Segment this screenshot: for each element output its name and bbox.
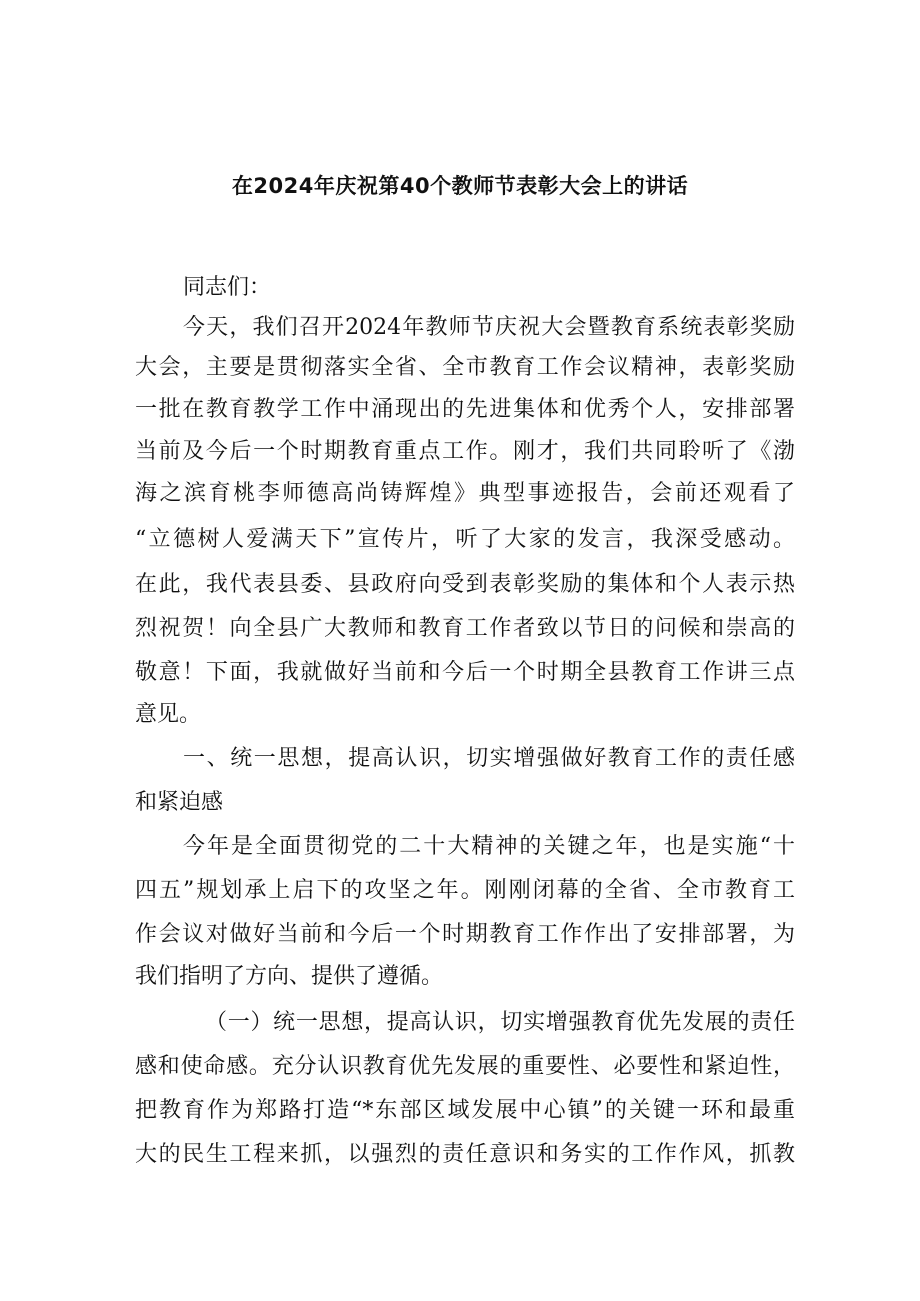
paragraph-line: 海之滨育桃李师德高尚铸辉煌》典型事迹报告，会前还观看了 xyxy=(135,481,795,506)
paragraph-line: 大的民生工程来抓，以强烈的责任意识和务实的工作作风，抓教 xyxy=(135,1142,795,1167)
paragraph-line: 一批在教育教学工作中涌现出的先进集体和优秀个人，安排部署 xyxy=(135,397,795,422)
paragraph-line: 感和使命感。充分认识教育优先发展的重要性、必要性和紧迫性， xyxy=(135,1054,795,1079)
paragraph-line: （一）统一思想，提高认识，切实增强教育优先发展的责任 xyxy=(205,1010,795,1035)
paragraph-line: 意见。 xyxy=(135,702,202,727)
paragraph-line: 大会，主要是贯彻落实全省、全市教育工作会议精神，表彰奖励 xyxy=(135,355,795,380)
paragraph-line: 我们指明了方向、提供了遵循。 xyxy=(135,964,444,989)
greeting: 同志们： xyxy=(183,275,272,300)
paragraph-line: 作会议对做好当前和今后一个时期教育工作作出了安排部署，为 xyxy=(135,922,795,947)
paragraph-line: 今天，我们召开2024年教师节庆祝大会暨教育系统表彰奖励 xyxy=(183,315,795,340)
paragraph-line: 当前及今后一个时期教育重点工作。刚才，我们共同聆听了《渤 xyxy=(135,439,795,464)
document-title: 在2024年庆祝第40个教师节表彰大会上的讲话 xyxy=(231,174,689,198)
section-heading: 和紧迫感 xyxy=(135,790,224,815)
paragraph-line: 烈祝贺！向全县广大教师和教育工作者致以节日的问候和崇高的 xyxy=(135,616,795,641)
paragraph-line: 把教育作为郑路打造“*东部区域发展中心镇”的关键一环和最重 xyxy=(135,1098,795,1123)
paragraph-line: 四五”规划承上启下的攻坚之年。刚刚闭幕的全省、全市教育工 xyxy=(135,878,795,903)
paragraph-line: 在此，我代表县委、县政府向受到表彰奖励的集体和个人表示热 xyxy=(135,572,795,597)
section-heading: 一、统一思想，提高认识，切实增强做好教育工作的责任感 xyxy=(183,746,795,771)
paragraph-line: 敬意！下面，我就做好当前和今后一个时期全县教育工作讲三点 xyxy=(135,660,795,685)
paragraph-line: “立德树人爱满天下”宣传片，听了大家的发言，我深受感动。 xyxy=(135,527,795,552)
paragraph-line: 今年是全面贯彻党的二十大精神的关键之年，也是实施“十 xyxy=(183,834,795,859)
